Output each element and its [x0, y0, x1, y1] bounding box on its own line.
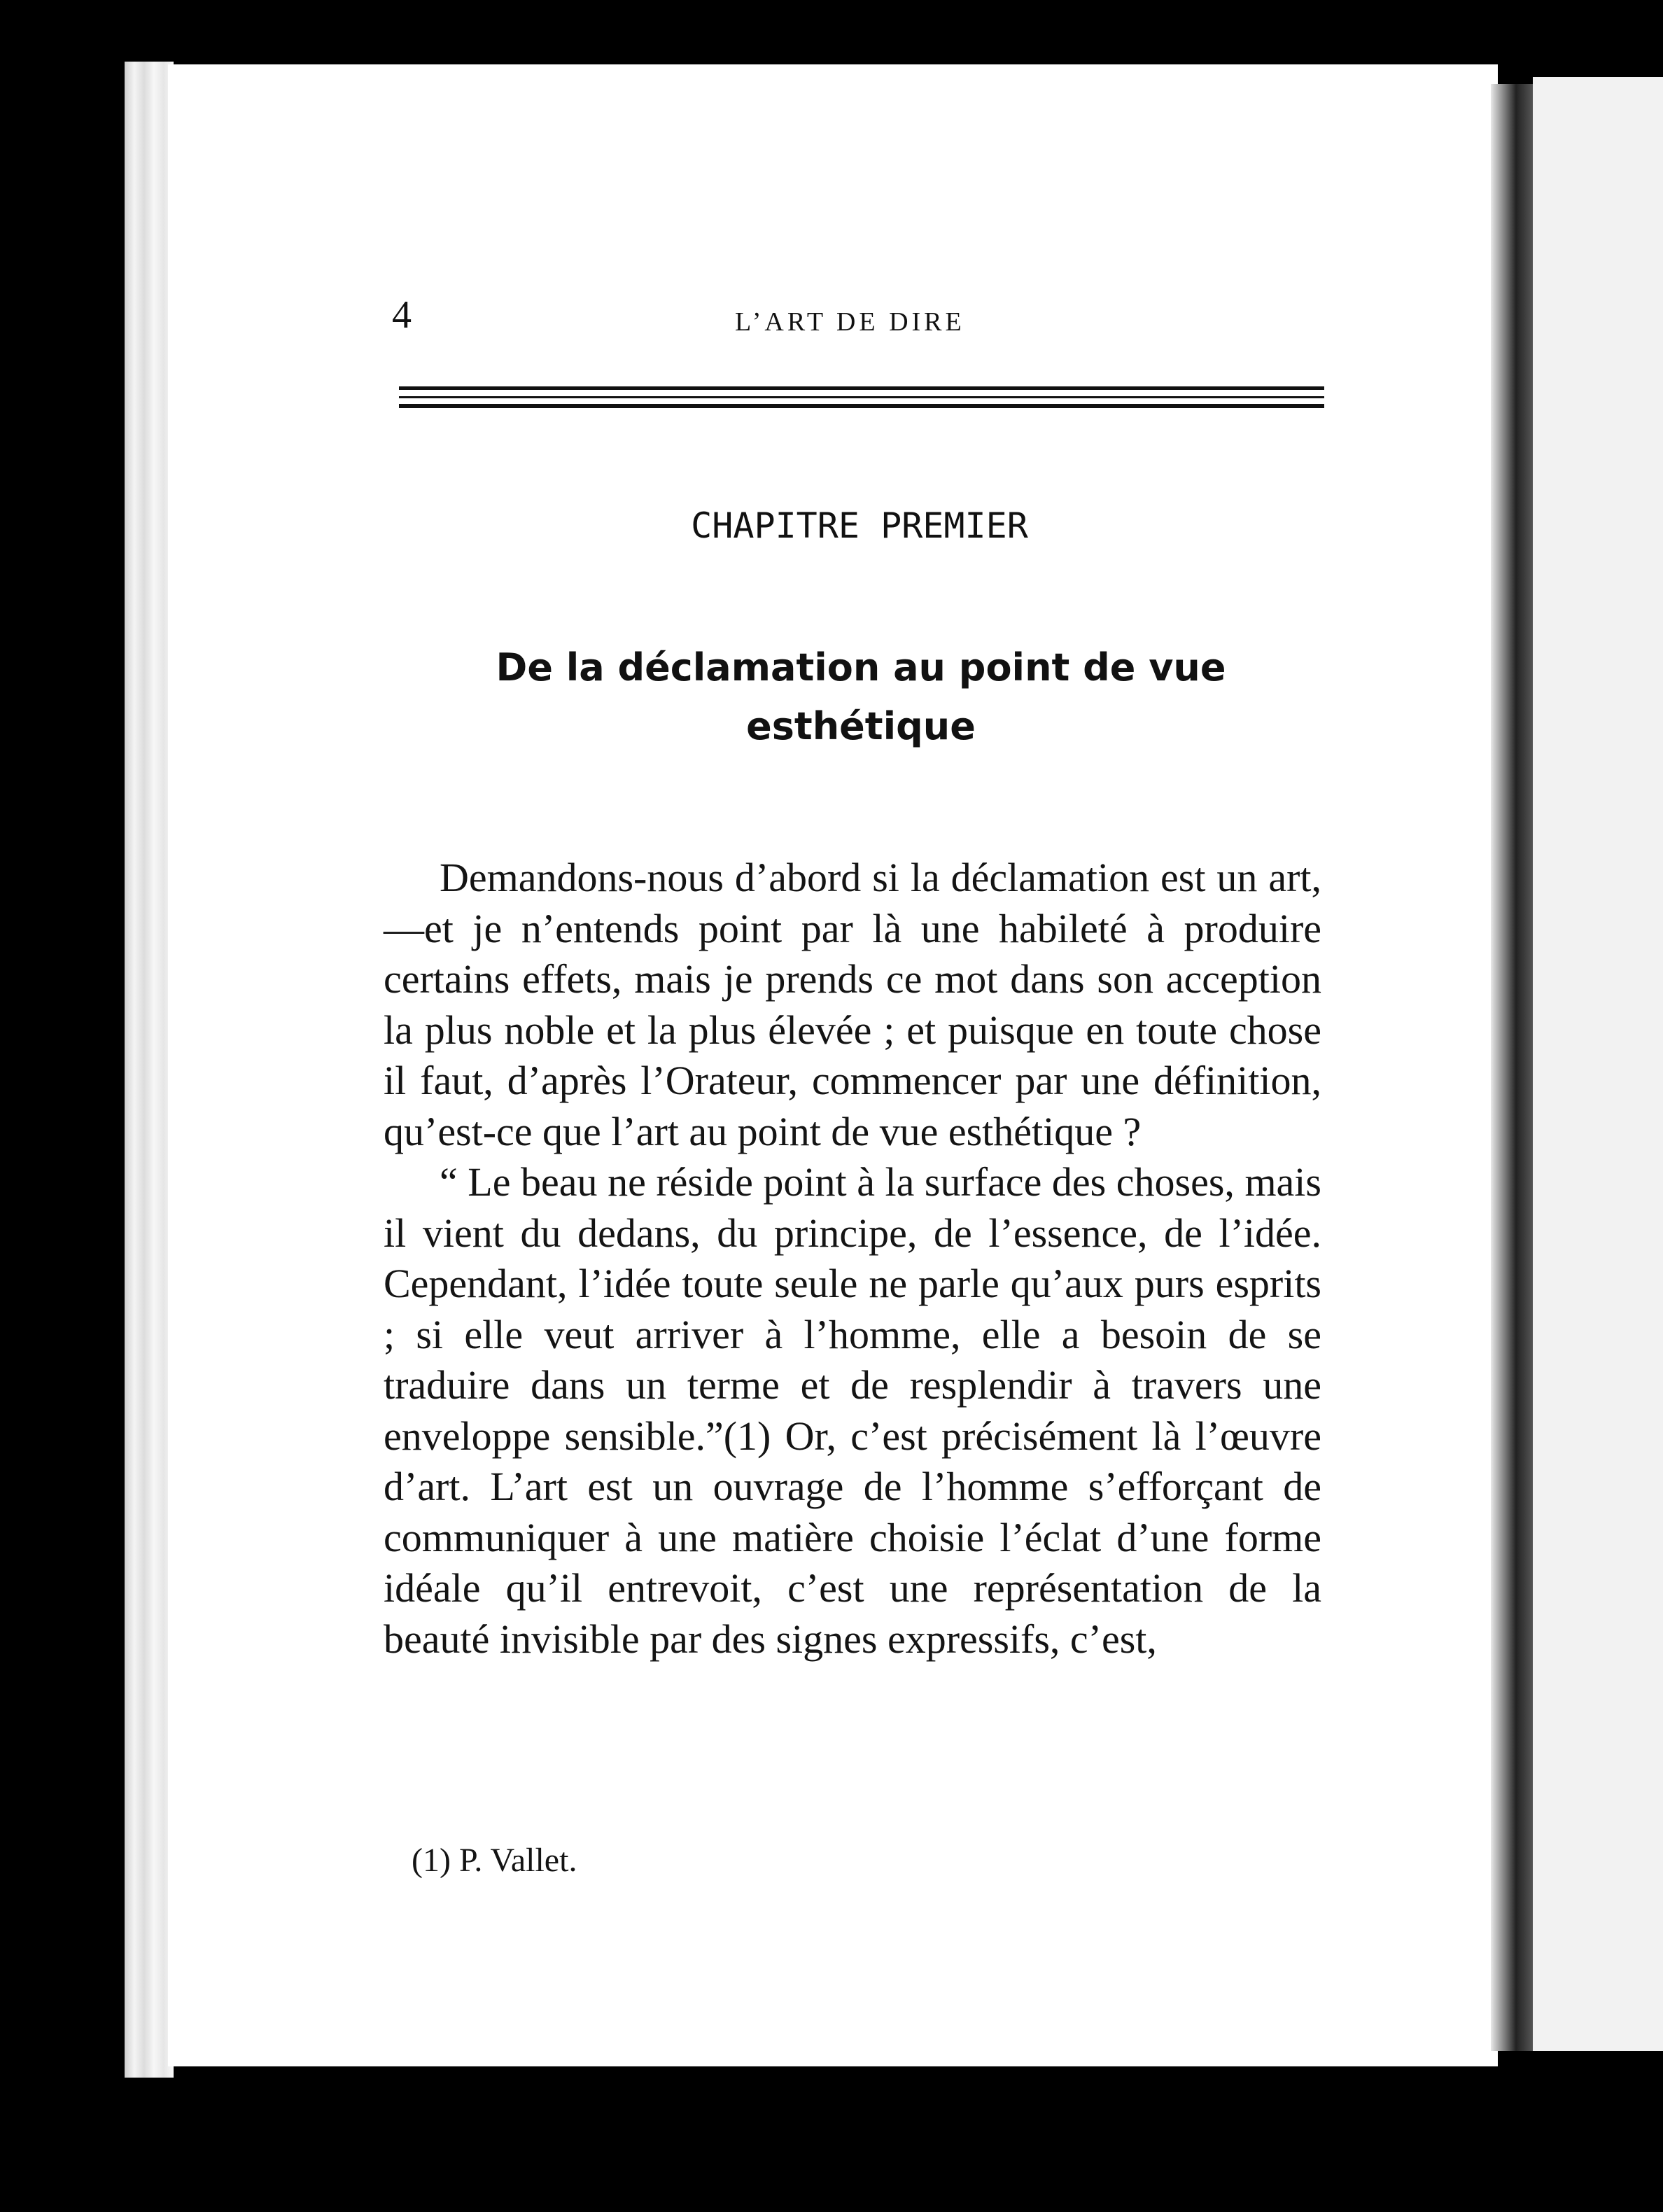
header-rule-top: [399, 386, 1324, 390]
page-number: 4: [392, 293, 412, 337]
facing-page-edge: [1533, 77, 1663, 2051]
page-stack-edges: [125, 62, 174, 2078]
chapter-heading: CHAPITRE PREMIER: [691, 505, 1028, 546]
paragraph-2: “ Le beau ne réside point à la surface des choses, mais il vient du dedans, du principe, de l’essence, de l’idée. Cependant, l’idée toute seule ne parle qu’aux purs esprits ; si elle veut arriver à l’homme, elle a besoin de se traduire dans un terme et de resplendir à travers une enveloppe sensible.”(1) Or, c’est précisément là l’œuvre d’art. L’art est un ouvrage de l’homme s’efforçant de communiquer à une matière choisie l’éclat d’une forme idéale qu’il entrevoit, c’est une représentation de la beauté invisible par des signes expressifs, c’est,: [384, 1159, 1321, 1662]
header-rule-middle: [399, 396, 1324, 398]
running-head: L’ART DE DIRE: [735, 307, 965, 337]
body-text: [384, 853, 1321, 1665]
paragraph-1: Demandons-nous d’abord si la déclamation est un art,—et je n’entends point par là une habileté à produire certains effets, mais je prends ce mot dans son acception la plus noble et la plus élevée ; et puisque en toute chose il faut, d’après l’Orateur, commencer par une définition, qu’est-ce que l’art au point de vue esthétique ?: [384, 855, 1321, 1154]
chapter-title: De la déclamation au point de vue esthétique: [496, 645, 1226, 748]
header-rule-bottom: [399, 404, 1324, 408]
binding-gutter-shadow: [1491, 84, 1533, 2051]
footnote: (1) P. Vallet.: [412, 1842, 577, 1879]
